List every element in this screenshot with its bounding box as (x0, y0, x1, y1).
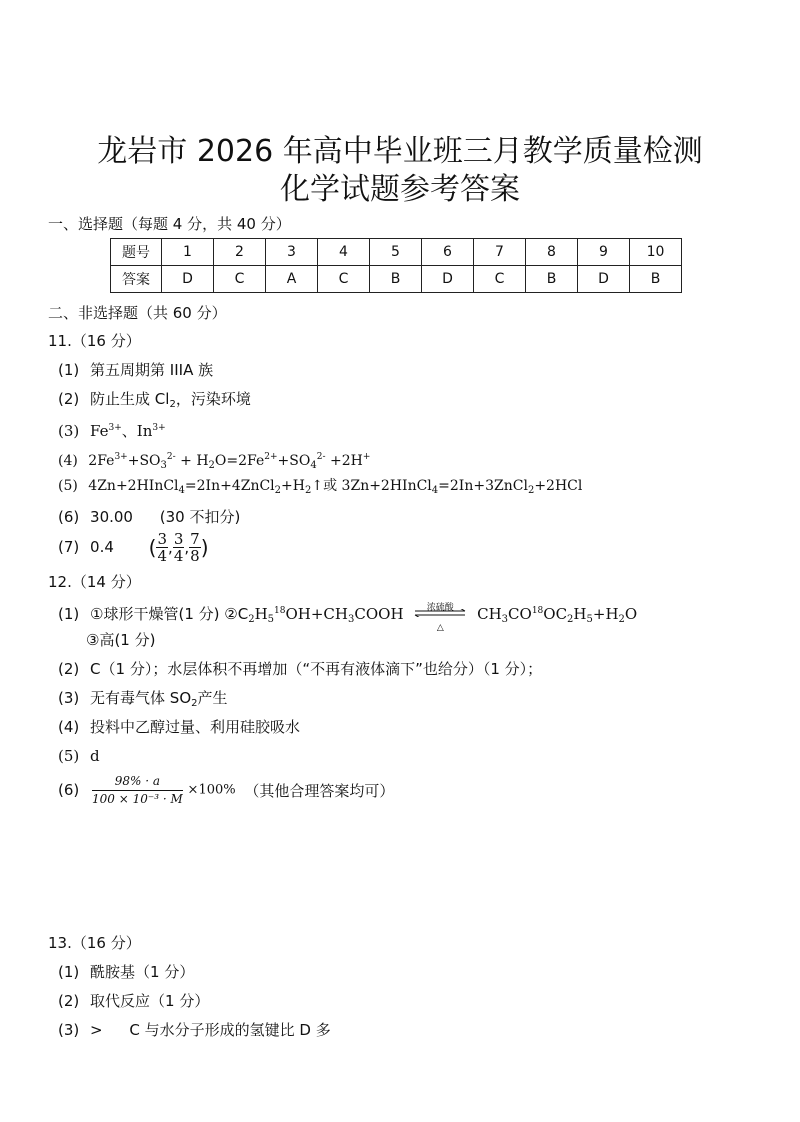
table-header-cell: 答案 (111, 266, 162, 293)
q12-answer-1 (58, 601, 638, 633)
table-cell: C (474, 266, 526, 293)
q13-heading: 13.（16 分） (48, 934, 141, 952)
table-cell: C (214, 266, 266, 293)
answer-label: (1) (58, 361, 80, 379)
answer-note: (30 不扣分) (159, 508, 241, 526)
yield-formula (92, 773, 183, 808)
answer-value: 0.4 (90, 538, 114, 556)
answer-label: (5) (58, 747, 80, 765)
q11-answer-3 (58, 418, 166, 441)
fraction: $\frac{3}{4}$ (173, 530, 184, 565)
esterification-equation: ①球形干燥管(1 分) $②C_2H_5^{18}OH+CH_3COOH$ (90, 605, 404, 625)
table-cell: B (370, 266, 422, 293)
q11-answer-1 (58, 360, 213, 380)
fraction-list: ( $\frac{3}{4}$ , $\frac{3}{4}$ , $\frac{7}{8}$ ) (148, 530, 209, 565)
q12-answer-5 (58, 746, 100, 766)
answer-label: (3) (58, 1021, 80, 1039)
ester-product: $CH_3CO^{18}OC_2H_5+H_2O$ (477, 605, 638, 625)
table-cell: 5 (370, 239, 422, 266)
q11-answer-6 (58, 507, 240, 527)
answer-text: 防止生成 $Cl_2$，污染环境 (90, 390, 251, 410)
q11-answer-7 (58, 529, 209, 566)
answer-label: (1) (58, 963, 80, 981)
answer-label: (5) (58, 478, 78, 494)
formula-denominator: 100 × 10⁻³ · M (92, 792, 183, 806)
answer-text: d (90, 747, 100, 765)
table-cell: D (422, 266, 474, 293)
answer-text: 投料中乙醇过量、利用硅胶吸水 (90, 718, 301, 736)
q12-heading: 12.（14 分） (48, 573, 141, 591)
answer-text: $Fe^{3+}$、$In^{3+}$ (90, 422, 166, 440)
answer-table (110, 238, 682, 293)
section1-heading: 一、选择题（每题 4 分，共 40 分） (48, 215, 291, 233)
answer-label: (2) (58, 660, 80, 678)
table-cell: 4 (318, 239, 370, 266)
ionic-equation: $2Fe^{3+}+SO_3^{2-} + H_2O=2Fe^{2+}+SO_4^{2-} +2H^+$ (88, 452, 371, 471)
chemical-equation: $4Zn+2HInCl_4=2In+4ZnCl_2+H_2↑$或 3Zn+2HInCl$_4$=2In+3ZnCl$_2$+2HCl (88, 478, 583, 496)
table-row-questions (111, 239, 682, 266)
answer-text: 酰胺基（1 分） (90, 963, 195, 981)
table-cell: B (630, 266, 682, 293)
table-cell: C (318, 266, 370, 293)
q12-answer-3 (58, 688, 228, 714)
answer-label: (2) (58, 992, 80, 1010)
table-cell: 2 (214, 239, 266, 266)
answer-value: 30.00 (90, 508, 133, 526)
table-cell: B (526, 266, 578, 293)
q11-heading: 11.（16 分） (48, 332, 141, 350)
q12-answer-6 (58, 770, 394, 811)
answer-text: 取代反应（1 分） (90, 992, 210, 1010)
q11-answer-2 (58, 389, 251, 415)
reaction-condition: 浓硫酸 (426, 602, 454, 613)
answer-label: (3) (58, 689, 80, 707)
document-subtitle: 化学试题参考答案 (280, 172, 520, 207)
answer-label: (7) (58, 538, 80, 556)
answer-label: (6) (58, 508, 80, 526)
table-cell: 9 (578, 239, 630, 266)
q11-answer-5 (58, 476, 582, 501)
comparison-symbol: > (90, 1021, 103, 1039)
answer-label: (1) (58, 605, 80, 623)
q12-answer-2 (58, 659, 542, 679)
table-cell: 10 (630, 239, 682, 266)
table-cell: D (162, 266, 214, 293)
heat-symbol: △ (436, 622, 444, 633)
formula-multiplier: ×100% (187, 782, 236, 798)
table-cell: 8 (526, 239, 578, 266)
section2-heading: 二、非选择题（共 60 分） (48, 304, 227, 322)
table-cell: D (578, 266, 630, 293)
formula-numerator: 98% · a (92, 773, 183, 791)
answer-note: （其他合理答案均可） (244, 781, 395, 800)
q12-answer-1-line2: ③高(1 分) (86, 631, 156, 649)
answer-text: 第五周期第 IIIA 族 (90, 361, 214, 379)
reaction-arrow-icon (414, 602, 466, 633)
table-cell: 1 (162, 239, 214, 266)
answer-label: (2) (58, 390, 80, 408)
fraction: $\frac{3}{4}$ (157, 530, 168, 565)
table-cell: 3 (266, 239, 318, 266)
answer-label: (6) (58, 781, 80, 799)
table-cell: A (266, 266, 318, 293)
q11-answer-4 (58, 447, 370, 476)
table-cell: 7 (474, 239, 526, 266)
answer-text: C 与水分子形成的氢键比 D 多 (129, 1021, 331, 1039)
q13-answer-2 (58, 991, 209, 1011)
answer-label: (4) (58, 453, 78, 469)
q13-answer-3 (58, 1020, 331, 1040)
table-row-answers (111, 266, 682, 293)
q12-answer-4 (58, 717, 300, 737)
document-title: 龙岩市 2026 年高中毕业班三月教学质量检测 (97, 134, 703, 169)
fraction: $\frac{7}{8}$ (190, 530, 200, 565)
answer-label: (3) (58, 422, 80, 440)
answer-text: 无有毒气体 $SO_2$产生 (90, 689, 228, 709)
table-cell: 6 (422, 239, 474, 266)
answer-text: C（1 分）；水层体积不再增加（“不再有液体滴下”也给分）（1 分）； (90, 660, 543, 678)
answer-label: (4) (58, 718, 80, 736)
q13-answer-1 (58, 962, 194, 982)
table-header-cell: 题号 (111, 239, 162, 266)
